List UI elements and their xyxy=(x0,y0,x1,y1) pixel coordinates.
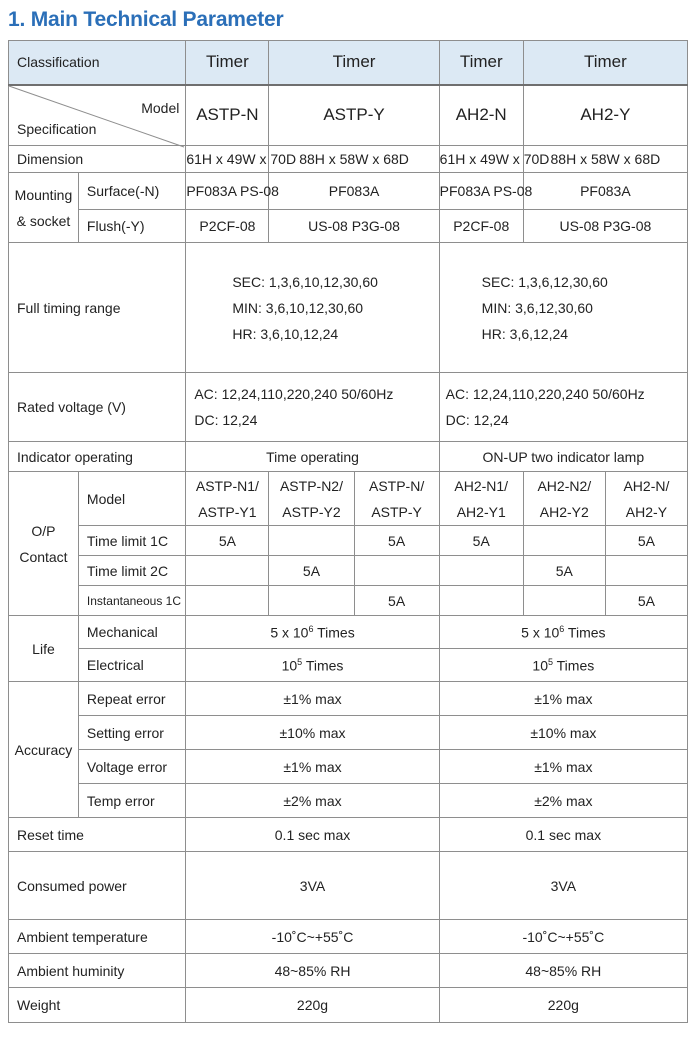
op-model-5b: AH2-Y2 xyxy=(539,503,589,520)
specification-label: Specification xyxy=(17,121,97,137)
op-model-6b: AH2-Y xyxy=(625,503,668,520)
dimension-4: 88H x 58W x 68D xyxy=(523,146,687,173)
inst-5 xyxy=(523,586,605,616)
voltage-right-dc: DC: 12,24 xyxy=(445,412,509,428)
op-model-5 xyxy=(523,472,605,526)
elec-right-exp: 5 xyxy=(548,656,554,667)
timing-right-hr: HR: 3,6,12,24 xyxy=(481,325,569,342)
power-label: Consumed power xyxy=(9,852,186,920)
elec-left-prefix: 10 xyxy=(281,657,298,674)
mech-left-prefix: 5 x 10 xyxy=(270,624,309,641)
op-model-3 xyxy=(354,472,439,526)
mech-right-suffix: Times xyxy=(564,624,606,641)
mechanical-right xyxy=(439,616,687,649)
temp-error-left: ±2% max xyxy=(186,784,439,818)
op-model-4a: AH2-N1/ xyxy=(454,477,509,494)
classification-label: Classification xyxy=(9,41,186,85)
reset-row xyxy=(9,818,688,852)
op-model-3b: ASTP-Y xyxy=(371,503,422,520)
time-limit-2c-row xyxy=(9,556,688,586)
op-model-2 xyxy=(269,472,354,526)
power-left: 3VA xyxy=(186,852,439,920)
diagonal-line xyxy=(9,86,184,147)
timing-right-min: MIN: 3,6,12,30,60 xyxy=(481,299,593,316)
op-model-6 xyxy=(605,472,687,526)
model-2: ASTP-Y xyxy=(269,85,439,146)
op-label-2: Contact xyxy=(19,548,68,565)
op-model-4b: AH2-Y1 xyxy=(456,503,506,520)
flush-3: P2CF-08 xyxy=(439,210,523,243)
life-label: Life xyxy=(9,616,79,682)
time-limit-1c-row xyxy=(9,526,688,556)
voltage-error-right: ±1% max xyxy=(439,750,687,784)
tl2c-6 xyxy=(605,556,687,586)
electrical-right xyxy=(439,649,687,682)
setting-label: Setting error xyxy=(78,716,185,750)
power-row xyxy=(9,852,688,920)
mech-right-exp: 6 xyxy=(559,623,565,634)
mounting-label-1: Mounting xyxy=(14,186,73,203)
tl2c-1 xyxy=(186,556,269,586)
surface-1: PF083A PS-08 xyxy=(186,173,269,210)
repeat-label: Repeat error xyxy=(78,682,185,716)
page-title: 1. Main Technical Parameter xyxy=(8,8,284,31)
dimension-row xyxy=(9,146,688,173)
dimension-2: 88H x 58W x 68D xyxy=(269,146,439,173)
timing-left xyxy=(186,243,439,373)
voltage-right-ac: AC: 12,24,110,220,240 50/60Hz xyxy=(445,386,645,402)
surface-label: Surface(-N) xyxy=(78,173,185,210)
model-1: ASTP-N xyxy=(186,85,269,146)
elec-left-exp: 5 xyxy=(297,656,303,667)
tl2c-4 xyxy=(439,556,523,586)
setting-left: ±10% max xyxy=(186,716,439,750)
electrical-left xyxy=(186,649,439,682)
op-label-1: O/P xyxy=(31,522,56,539)
indicator-row xyxy=(9,442,688,472)
model-label: Model xyxy=(141,99,180,116)
tl2c-3 xyxy=(354,556,439,586)
temp-error-right: ±2% max xyxy=(439,784,687,818)
flush-4: US-08 P3G-08 xyxy=(523,210,687,243)
op-model-2b: ASTP-Y2 xyxy=(282,503,341,520)
mech-right-prefix: 5 x 10 xyxy=(521,624,560,641)
op-model-5a: AH2-N2/ xyxy=(537,477,592,494)
timing-left-min: MIN: 3,6,10,12,30,60 xyxy=(232,299,364,316)
ambient-temp-label: Ambient temperature xyxy=(9,920,186,954)
timing-left-sec: SEC: 1,3,6,10,12,30,60 xyxy=(232,273,378,290)
spec-model-cell xyxy=(9,85,186,146)
op-model-4 xyxy=(439,472,523,526)
inst-4 xyxy=(439,586,523,616)
model-4: AH2-Y xyxy=(523,85,687,146)
tl1c-6: 5A xyxy=(605,526,687,556)
tl1c-2 xyxy=(269,526,354,556)
inst-1 xyxy=(186,586,269,616)
classification-row xyxy=(9,41,688,85)
op-model-1b: ASTP-Y1 xyxy=(198,503,257,520)
op-model-6a: AH2-N/ xyxy=(623,477,670,494)
elec-left-suffix: Times xyxy=(302,657,344,674)
tl2c-2: 5A xyxy=(269,556,354,586)
repeat-right: ±1% max xyxy=(439,682,687,716)
timing-right xyxy=(439,243,687,373)
op-model-1a: ASTP-N1/ xyxy=(195,477,259,494)
mech-left-suffix: Times xyxy=(313,624,355,641)
dimension-3: 61H x 49W x 70D xyxy=(439,146,523,173)
model-3: AH2-N xyxy=(439,85,523,146)
flush-2: US-08 P3G-08 xyxy=(269,210,439,243)
op-model-label: Model xyxy=(78,472,185,526)
tl1c-1: 5A xyxy=(186,526,269,556)
timer-1: Timer xyxy=(186,41,269,85)
dimension-label: Dimension xyxy=(9,146,186,173)
ambient-temp-row xyxy=(9,920,688,954)
parameter-table xyxy=(8,40,688,1023)
instantaneous-row xyxy=(9,586,688,616)
ambient-temp-left: -10˚C~+55˚C xyxy=(186,920,439,954)
op-model-2a: ASTP-N2/ xyxy=(279,477,343,494)
op-model-row xyxy=(9,472,688,526)
tl1c-3: 5A xyxy=(354,526,439,556)
inst-6: 5A xyxy=(605,586,687,616)
tl1c-5 xyxy=(523,526,605,556)
mechanical-left xyxy=(186,616,439,649)
weight-label: Weight xyxy=(9,988,186,1023)
mechanical-row xyxy=(9,616,688,649)
elec-right-suffix: Times xyxy=(553,657,595,674)
ambient-humidity-row xyxy=(9,954,688,988)
inst-2 xyxy=(269,586,354,616)
voltage-left-ac: AC: 12,24,110,220,240 50/60Hz xyxy=(194,386,394,402)
indicator-right: ON-UP two indicator lamp xyxy=(439,442,687,472)
voltage-left xyxy=(186,373,439,442)
repeat-row xyxy=(9,682,688,716)
timer-3: Timer xyxy=(439,41,523,85)
weight-right: 220g xyxy=(439,988,687,1023)
indicator-label: Indicator operating xyxy=(9,442,186,472)
reset-left: 0.1 sec max xyxy=(186,818,439,852)
temp-error-row xyxy=(9,784,688,818)
temp-error-label: Temp error xyxy=(78,784,185,818)
op-model-1 xyxy=(186,472,269,526)
mounting-label xyxy=(9,173,79,243)
surface-row xyxy=(9,173,688,210)
tl2c-5: 5A xyxy=(523,556,605,586)
repeat-left: ±1% max xyxy=(186,682,439,716)
ambient-humidity-label: Ambient huminity xyxy=(9,954,186,988)
inst-3: 5A xyxy=(354,586,439,616)
ambient-humidity-right: 48~85% RH xyxy=(439,954,687,988)
ambient-temp-right: -10˚C~+55˚C xyxy=(439,920,687,954)
op-contact-label xyxy=(9,472,79,616)
model-row xyxy=(9,85,688,146)
flush-1: P2CF-08 xyxy=(186,210,269,243)
timer-4: Timer xyxy=(523,41,687,85)
weight-row xyxy=(9,988,688,1023)
weight-left: 220g xyxy=(186,988,439,1023)
voltage-row xyxy=(9,373,688,442)
indicator-left: Time operating xyxy=(186,442,439,472)
setting-row xyxy=(9,716,688,750)
op-model-3a: ASTP-N/ xyxy=(368,477,425,494)
accuracy-label: Accuracy xyxy=(9,682,79,818)
surface-2: PF083A xyxy=(269,173,439,210)
mech-left-exp: 6 xyxy=(308,623,314,634)
voltage-label: Rated voltage (V) xyxy=(9,373,186,442)
setting-right: ±10% max xyxy=(439,716,687,750)
timing-label: Full timing range xyxy=(9,243,186,373)
tl1c-4: 5A xyxy=(439,526,523,556)
time-limit-1c-label: Time limit 1C xyxy=(78,526,185,556)
mounting-label-2: & socket xyxy=(16,212,71,229)
surface-3: PF083A PS-08 xyxy=(439,173,523,210)
reset-label: Reset time xyxy=(9,818,186,852)
elec-right-prefix: 10 xyxy=(532,657,548,674)
power-right: 3VA xyxy=(439,852,687,920)
voltage-left-dc: DC: 12,24 xyxy=(194,412,258,428)
mechanical-label: Mechanical xyxy=(78,616,185,649)
voltage-error-left: ±1% max xyxy=(186,750,439,784)
timing-right-sec: SEC: 1,3,6,12,30,60 xyxy=(481,273,608,290)
reset-right: 0.1 sec max xyxy=(439,818,687,852)
electrical-row xyxy=(9,649,688,682)
ambient-humidity-left: 48~85% RH xyxy=(186,954,439,988)
surface-4: PF083A xyxy=(523,173,687,210)
flush-label: Flush(-Y) xyxy=(78,210,185,243)
timing-row xyxy=(9,243,688,373)
electrical-label: Electrical xyxy=(78,649,185,682)
timer-2: Timer xyxy=(269,41,439,85)
voltage-error-label: Voltage error xyxy=(78,750,185,784)
timing-left-hr: HR: 3,6,10,12,24 xyxy=(232,325,339,342)
voltage-right xyxy=(439,373,687,442)
time-limit-2c-label: Time limit 2C xyxy=(78,556,185,586)
instantaneous-label: Instantaneous 1C xyxy=(78,586,185,616)
dimension-1: 61H x 49W x 70D xyxy=(186,146,269,173)
voltage-error-row xyxy=(9,750,688,784)
flush-row xyxy=(9,210,688,243)
